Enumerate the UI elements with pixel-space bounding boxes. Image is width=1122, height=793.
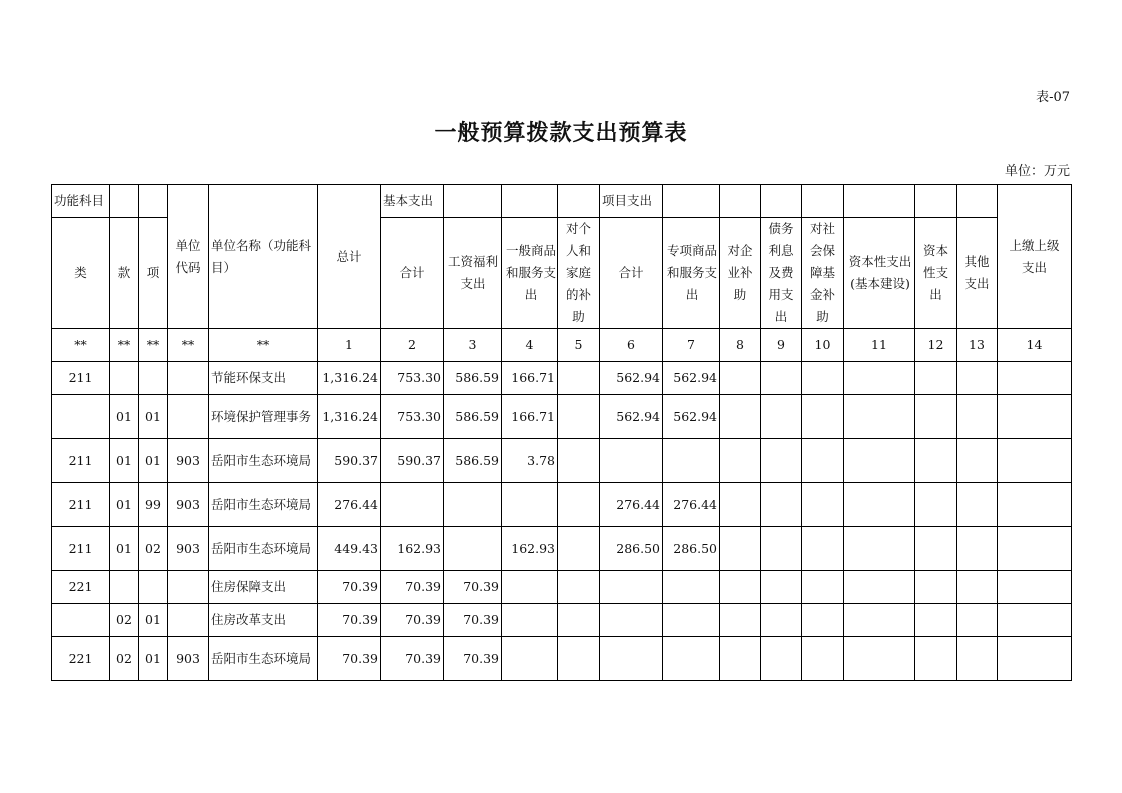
cell-special: 562.94 [663,362,720,395]
cell-empty [720,483,761,527]
cell-kuan: 01 [110,527,139,571]
index-cell: 13 [957,329,998,362]
cell-goods [502,604,558,637]
cell-proj-sum [600,571,663,604]
cell-empty [720,527,761,571]
cell-salary [444,483,502,527]
cell-code [168,571,209,604]
cell-empty [915,395,957,439]
header-enterprise: 对企业补助 [720,218,761,329]
cell-special [663,571,720,604]
cell-lei: 211 [52,439,110,483]
header-goods: 一般商品和服务支出 [502,218,558,329]
header-upper: 上缴上级支出 [998,185,1072,329]
cell-lei [52,604,110,637]
cell-empty [844,604,915,637]
cell-personal [558,571,600,604]
index-cell: ** [110,329,139,362]
cell-basic-sum: 70.39 [381,571,444,604]
cell-lei: 211 [52,527,110,571]
header-capital: 资本性支出 [915,218,957,329]
cell-empty [844,439,915,483]
cell-empty [998,395,1072,439]
cell-empty [915,637,957,681]
cell-empty [720,604,761,637]
index-cell: 7 [663,329,720,362]
cell-empty [761,439,802,483]
cell-code: 903 [168,637,209,681]
cell-total: 276.44 [318,483,381,527]
cell-kuan: 02 [110,637,139,681]
cell-proj-sum [600,439,663,483]
cell-special [663,604,720,637]
cell-name: 环境保护管理事务 [209,395,318,439]
cell-empty [844,527,915,571]
cell-empty [915,571,957,604]
cell-empty [802,604,844,637]
cell-empty [915,483,957,527]
cell-basic-sum: 590.37 [381,439,444,483]
cell-empty [761,571,802,604]
cell-empty [761,637,802,681]
table-row [52,604,1072,637]
cell-empty [802,571,844,604]
cell-goods: 166.71 [502,395,558,439]
header-lei: 类 [52,218,110,329]
cell-empty [998,571,1072,604]
header-unit-code: 单位代码 [168,185,209,329]
unit-label: 单位：万元 [1004,164,1070,179]
cell-proj-sum: 562.94 [600,395,663,439]
cell-empty [957,637,998,681]
cell-lei: 221 [52,571,110,604]
cell-total: 1,316.24 [318,362,381,395]
header-project-exp: 项目支出 [600,185,663,218]
cell-total: 590.37 [318,439,381,483]
header-other: 其他支出 [957,218,998,329]
cell-empty [957,362,998,395]
cell-code [168,604,209,637]
header-social: 对社会保障基金补助 [802,218,844,329]
cell-salary: 70.39 [444,571,502,604]
cell-basic-sum: 753.30 [381,395,444,439]
index-cell: ** [168,329,209,362]
cell-salary: 586.59 [444,395,502,439]
cell-xiang [139,571,168,604]
cell-empty [915,439,957,483]
cell-xiang: 02 [139,527,168,571]
header-debt: 债务利息及费用支出 [761,218,802,329]
cell-xiang: 01 [139,439,168,483]
cell-special [663,439,720,483]
index-cell: ** [209,329,318,362]
index-cell: 6 [600,329,663,362]
cell-empty [915,527,957,571]
cell-empty [998,527,1072,571]
cell-special [663,637,720,681]
cell-empty [957,439,998,483]
index-cell: 10 [802,329,844,362]
cell-kuan: 02 [110,604,139,637]
cell-personal [558,637,600,681]
cell-lei: 211 [52,483,110,527]
cell-name: 岳阳市生态环境局 [209,637,318,681]
cell-empty [844,395,915,439]
cell-xiang: 01 [139,604,168,637]
index-cell: 11 [844,329,915,362]
cell-proj-sum [600,604,663,637]
cell-empty [761,527,802,571]
cell-lei: 211 [52,362,110,395]
cell-goods: 162.93 [502,527,558,571]
cell-lei [52,395,110,439]
table-row [52,483,1072,527]
table-row [52,439,1072,483]
cell-empty [998,604,1072,637]
cell-name: 岳阳市生态环境局 [209,439,318,483]
table-row [52,395,1072,439]
cell-code [168,362,209,395]
cell-kuan: 01 [110,395,139,439]
header-capital-basic: 资本性支出(基本建设) [844,218,915,329]
header-proj-sum: 合计 [600,218,663,329]
index-cell: ** [52,329,110,362]
table-row [52,527,1072,571]
cell-xiang: 01 [139,637,168,681]
header-func-subject: 功能科目 [52,185,110,218]
header-basic-exp: 基本支出 [381,185,444,218]
index-cell: 9 [761,329,802,362]
cell-empty [761,604,802,637]
cell-code: 903 [168,483,209,527]
cell-empty [844,571,915,604]
cell-kuan [110,362,139,395]
cell-empty [915,604,957,637]
cell-personal [558,362,600,395]
cell-personal [558,395,600,439]
cell-proj-sum: 562.94 [600,362,663,395]
cell-goods [502,571,558,604]
cell-goods [502,637,558,681]
cell-personal [558,527,600,571]
cell-basic-sum: 162.93 [381,527,444,571]
index-cell: 14 [998,329,1072,362]
index-cell: 5 [558,329,600,362]
cell-empty [915,362,957,395]
cell-total: 1,316.24 [318,395,381,439]
header-basic-sum: 合计 [381,218,444,329]
cell-empty [957,571,998,604]
header-total: 总计 [318,185,381,329]
cell-empty [998,483,1072,527]
cell-total: 70.39 [318,571,381,604]
cell-empty [802,395,844,439]
index-cell: 12 [915,329,957,362]
cell-empty [957,527,998,571]
cell-name: 岳阳市生态环境局 [209,483,318,527]
cell-salary: 70.39 [444,604,502,637]
cell-salary: 586.59 [444,439,502,483]
cell-basic-sum: 70.39 [381,604,444,637]
cell-goods: 3.78 [502,439,558,483]
cell-kuan: 01 [110,439,139,483]
table-row [52,637,1072,681]
cell-name: 节能环保支出 [209,362,318,395]
cell-salary: 586.59 [444,362,502,395]
cell-xiang [139,362,168,395]
cell-goods [502,483,558,527]
cell-empty [802,637,844,681]
index-cell: 4 [502,329,558,362]
cell-goods: 166.71 [502,362,558,395]
cell-empty [957,395,998,439]
header-salary: 工资福利支出 [444,218,502,329]
cell-basic-sum: 753.30 [381,362,444,395]
cell-empty [998,362,1072,395]
cell-basic-sum [381,483,444,527]
cell-empty [844,637,915,681]
cell-empty [802,483,844,527]
cell-empty [761,483,802,527]
cell-empty [802,527,844,571]
cell-empty [998,439,1072,483]
index-cell: 8 [720,329,761,362]
budget-table [51,184,1072,681]
cell-name: 住房改革支出 [209,604,318,637]
cell-basic-sum: 70.39 [381,637,444,681]
header-personal: 对个人和家庭的补助 [558,218,600,329]
table-row [52,362,1072,395]
cell-empty [998,637,1072,681]
header-row-1 [52,185,1072,218]
index-cell: 3 [444,329,502,362]
cell-proj-sum: 276.44 [600,483,663,527]
cell-empty [720,571,761,604]
cell-empty [720,395,761,439]
header-special-goods: 专项商品和服务支出 [663,218,720,329]
table-number: 表-07 [1036,90,1070,105]
header-kuan: 款 [110,218,139,329]
cell-xiang: 01 [139,395,168,439]
cell-lei: 221 [52,637,110,681]
cell-empty [720,362,761,395]
cell-empty [761,362,802,395]
cell-empty [720,637,761,681]
cell-kuan [110,571,139,604]
cell-empty [761,395,802,439]
cell-xiang: 99 [139,483,168,527]
cell-kuan: 01 [110,483,139,527]
header-unit-name: 单位名称（功能科目） [209,185,318,329]
cell-proj-sum: 286.50 [600,527,663,571]
cell-empty [957,604,998,637]
cell-code [168,395,209,439]
cell-special: 276.44 [663,483,720,527]
cell-personal [558,604,600,637]
cell-code: 903 [168,439,209,483]
header-xiang: 项 [139,218,168,329]
cell-personal [558,483,600,527]
cell-name: 岳阳市生态环境局 [209,527,318,571]
cell-empty [802,362,844,395]
cell-proj-sum [600,637,663,681]
index-cell: 1 [318,329,381,362]
cell-salary [444,527,502,571]
cell-personal [558,439,600,483]
cell-empty [720,439,761,483]
cell-code: 903 [168,527,209,571]
cell-total: 449.43 [318,527,381,571]
cell-empty [844,362,915,395]
cell-total: 70.39 [318,604,381,637]
cell-total: 70.39 [318,637,381,681]
index-cell: ** [139,329,168,362]
cell-salary: 70.39 [444,637,502,681]
table-row [52,571,1072,604]
cell-empty [844,483,915,527]
cell-special: 286.50 [663,527,720,571]
cell-name: 住房保障支出 [209,571,318,604]
cell-empty [802,439,844,483]
cell-empty [957,483,998,527]
index-cell: 2 [381,329,444,362]
cell-special: 562.94 [663,395,720,439]
index-row [52,329,1072,362]
page-title: 一般预算拨款支出预算表 [434,121,688,146]
